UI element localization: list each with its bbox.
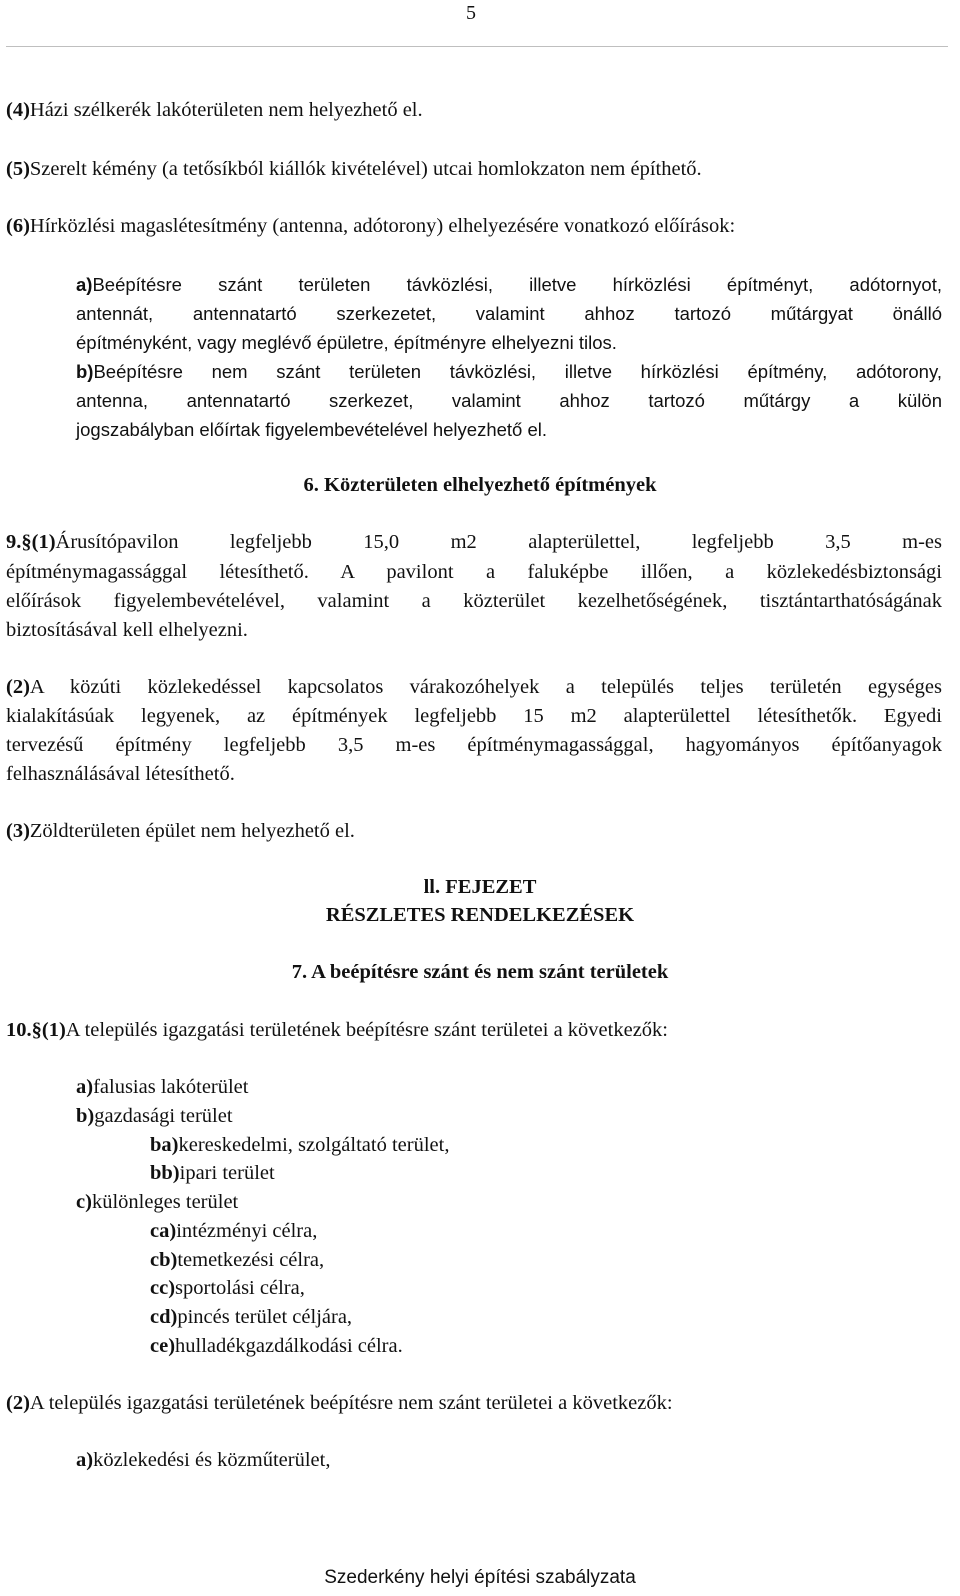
section-9-line-1: 9.§(1)Árusítópavilon legfeljebb 15,0 m2 alapterülettel, legfeljebb 3,5 m-es	[6, 531, 942, 553]
item-6b-line-1: b)Beépítésre nem szánt területen távközlési, illetve hírközlési építmény, adótorony,	[76, 361, 942, 382]
section-9-2-line-3: tervezésű építmény legfeljebb 3,5 m-es építménymagassággal, hagyományos építőanyagok	[6, 734, 942, 756]
item-6a-line-3: építményként, vagy meglévő épületre, építményre elhelyezni tilos.	[76, 332, 617, 353]
item-6a-line-2: antennát, antennatartó szerkezetet, valamint ahhoz tartozó műtárgyat önálló	[76, 303, 942, 324]
item-6a-line-1: a)Beépítésre szánt területen távközlési, illetve hírközlési építményt, adótornyot,	[76, 274, 942, 295]
item-label: a)	[76, 274, 93, 295]
paragraph-6	[6, 215, 735, 238]
item-label: b)	[76, 361, 94, 382]
list-item: ce)hulladékgazdálkodási célra.	[150, 1335, 403, 1357]
paragraph-number: (6)	[6, 215, 30, 237]
section-10-2: (2)A település igazgatási területének beépítésre nem szánt területei a következők:	[6, 1392, 673, 1414]
section-10-1: 10.§(1)A település igazgatási területének beépítésre szánt területei a következők:	[6, 1019, 668, 1041]
section-9-2-line-4: felhasználásával létesíthető.	[6, 763, 235, 785]
paragraph-text: Hírközlési magaslétesítmény (antenna, adótorony) elhelyezésére vonatkozó előírások:	[29, 215, 736, 237]
header-rule	[6, 46, 948, 47]
chapter-title: RÉSZLETES RENDELKEZÉSEK	[325, 904, 635, 926]
item-6b-line-3: jogszabályban előírtak figyelembevételével helyezhető el.	[76, 419, 548, 440]
list-item: ca)intézményi célra,	[150, 1220, 318, 1242]
list-item: cd)pincés terület céljára,	[150, 1306, 353, 1328]
paragraph-5	[6, 158, 702, 181]
paragraph-number: (5)	[6, 158, 30, 180]
list-item: b)gazdasági terület	[76, 1105, 233, 1127]
paragraph-text: Szerelt kémény (a tetősíkból kiállók kivételével) utcai homlokzaton nem építhető.	[29, 158, 702, 180]
list-item: cb)temetkezési célra,	[150, 1249, 325, 1271]
paragraph-number: (4)	[6, 99, 30, 121]
section-9-line-3: előírások figyelembevételével, valamint a közterület kezelhetőségének, tisztántarthatóságának	[6, 590, 942, 612]
paragraph-4	[6, 99, 423, 122]
list-item: cc)sportolási célra,	[150, 1277, 305, 1299]
list-item: bb)ipari terület	[150, 1162, 275, 1184]
section-9-3: (3)Zöldterületen épület nem helyezhető el.	[6, 820, 355, 842]
section-heading-7: 7. A beépítésre szánt és nem szánt területek	[291, 961, 669, 983]
list-item: c)különleges terület	[76, 1191, 239, 1213]
section-9-line-4: biztosításával kell elhelyezni.	[6, 619, 248, 641]
list-item: a)falusias lakóterület	[76, 1076, 249, 1098]
paragraph-text: Házi szélkerék lakóterületen nem helyezhető el.	[29, 99, 423, 121]
page-footer: Szederkény helyi építési szabályzata	[324, 1567, 636, 1588]
item-6b-line-2: antenna, antennatartó szerkezet, valamint ahhoz tartozó műtárgy a külön	[76, 390, 942, 411]
page-number: 5	[466, 2, 476, 24]
section-9-line-2: építménymagassággal létesíthető. A pavilont a faluképbe illően, a közlekedésbiztonsági	[6, 561, 942, 583]
list-item: ba)kereskedelmi, szolgáltató terület,	[150, 1134, 450, 1156]
list-item: a)közlekedési és közműterület,	[76, 1449, 331, 1471]
section-9-2-line-1: (2)A közúti közlekedéssel kapcsolatos várakozóhelyek a település teljes területén egységes	[6, 676, 942, 698]
chapter-number: ll. FEJEZET	[423, 876, 537, 898]
section-9-2-line-2: kialakításúak legyenek, az építmények legfeljebb 15 m2 alapterülettel létesíthetők. Egyedi	[6, 705, 942, 727]
section-heading-6: 6. Közterületen elhelyezhető építmények	[303, 474, 657, 496]
